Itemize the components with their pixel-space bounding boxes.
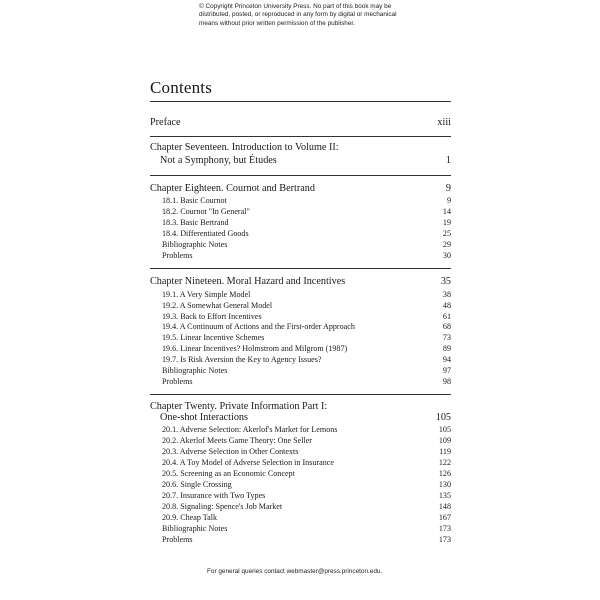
toc-page: 167 (438, 513, 451, 522)
copyright-notice (199, 3, 429, 28)
toc-section (150, 218, 451, 228)
toc-label: Chapter Eighteen. Cournot and Bertrand (150, 183, 315, 194)
toc-section (150, 229, 451, 239)
toc-section (150, 333, 451, 343)
page-title: Contents (150, 78, 213, 97)
toc-section (150, 502, 451, 512)
toc-section (150, 290, 451, 300)
toc-chapter-20-cont (150, 412, 451, 424)
toc-label: 20.3. Adverse Selection in Other Contexts (162, 447, 299, 456)
toc-label: Chapter Seventeen. Introduction to Volume II: (150, 142, 339, 153)
toc-chapter-17-cont (150, 155, 451, 167)
toc-section (150, 251, 451, 261)
toc-section (150, 535, 451, 545)
toc-label: Problems (162, 377, 193, 386)
toc-page: 73 (442, 333, 451, 342)
toc-label: Not a Symphony, but Études (160, 155, 277, 166)
copyright-line: © Copyright Princeton University Press. No part of this book may be (199, 3, 392, 10)
toc-page: 97 (442, 366, 451, 375)
toc-label: 20.6. Single Crossing (162, 480, 232, 489)
toc-section (150, 322, 451, 332)
toc-page: 98 (442, 377, 451, 386)
toc-label: 20.8. Signaling: Spence's Job Market (162, 502, 283, 511)
toc-page: 35 (440, 276, 451, 287)
toc-section (150, 344, 451, 354)
toc-page: 130 (438, 480, 451, 489)
toc-page: 135 (438, 491, 451, 500)
toc-page: 61 (442, 312, 451, 321)
toc-label: One-shot Interactions (160, 412, 248, 423)
toc-label: 19.5. Linear Incentive Schemes (162, 333, 265, 342)
toc-page: 89 (442, 344, 451, 353)
toc-page: 173 (438, 535, 451, 544)
toc-page: 119 (439, 447, 451, 456)
toc-label: 19.4. A Continuum of Actions and the First-order Approach (162, 322, 355, 331)
toc-page: 109 (438, 436, 451, 445)
toc-chapter-17 (150, 142, 451, 154)
toc-section (150, 196, 451, 206)
toc-page: 173 (438, 524, 451, 533)
toc-section (150, 491, 451, 501)
toc-section (150, 458, 451, 468)
toc-label: 20.1. Adverse Selection: Akerlof's Market for Lemons (162, 425, 338, 434)
toc-label: 19.3. Back to Effort Incentives (162, 312, 262, 321)
toc-page: 94 (442, 355, 451, 364)
toc-page: 9 (446, 196, 451, 205)
toc-page: 1 (445, 155, 451, 166)
toc-section (150, 355, 451, 365)
toc-section (150, 447, 451, 457)
toc-chapter-18 (150, 183, 451, 195)
toc-label: Bibliographic Notes (162, 524, 228, 533)
toc-page: 122 (438, 458, 451, 467)
toc-section (150, 436, 451, 446)
toc-section (150, 366, 451, 376)
toc-page: 38 (442, 290, 451, 299)
toc-page: 25 (442, 229, 451, 238)
toc-section (150, 301, 451, 311)
toc-label: 19.1. A Very Simple Model (162, 290, 251, 299)
toc-label: Problems (162, 251, 193, 260)
toc-section (150, 524, 451, 534)
toc-label: Chapter Twenty. Private Information Part I: (150, 401, 328, 412)
toc-section (150, 469, 451, 479)
toc-page: 126 (438, 469, 451, 478)
toc-label: 18.1. Basic Cournot (162, 196, 227, 205)
section-rule (150, 136, 451, 137)
toc-section (150, 240, 451, 250)
toc-page: 68 (442, 322, 451, 331)
copyright-line: distributed, posted, or reproduced in any form by digital or mechanical (199, 11, 397, 19)
toc-label: Problems (162, 535, 193, 544)
toc-chapter-19 (150, 276, 451, 288)
toc-section (150, 312, 451, 322)
toc-label: 20.4. A Toy Model of Adverse Selection in Insurance (162, 458, 334, 467)
toc-label: 20.5. Screening as an Economic Concept (162, 469, 295, 478)
toc-page: 30 (442, 251, 451, 260)
toc-label: 18.2. Cournot "In General" (162, 207, 250, 216)
toc-label: 20.2. Akerlof Meets Game Theory: One Seller (162, 436, 312, 445)
toc-label: Preface (150, 117, 181, 128)
section-rule (150, 394, 451, 395)
toc-label: 19.6. Linear Incentives? Holmstrom and Milgrom (1987) (162, 344, 348, 353)
toc-label: 19.7. Is Risk Aversion the Key to Agency Issues? (162, 355, 322, 364)
toc-entry-preface (150, 117, 451, 129)
toc-section (150, 377, 451, 387)
toc-label: 20.9. Cheap Talk (162, 513, 218, 522)
toc-page: 29 (442, 240, 451, 249)
toc-section (150, 480, 451, 490)
toc-page: 105 (435, 412, 451, 423)
toc-label: Bibliographic Notes (162, 240, 228, 249)
toc-label: 18.3. Basic Bertrand (162, 218, 229, 227)
toc-label: 19.2. A Somewhat General Model (162, 301, 273, 310)
toc-section (150, 425, 451, 435)
toc-page: 148 (438, 502, 451, 511)
toc-page: 19 (442, 218, 451, 227)
toc-page: 14 (442, 207, 451, 216)
toc-page: 48 (442, 301, 451, 310)
toc-label: 18.4. Differentiated Goods (162, 229, 249, 238)
toc-page: 105 (438, 425, 451, 434)
section-rule (150, 175, 451, 176)
toc-label: Bibliographic Notes (162, 366, 228, 375)
toc-page: xiii (437, 117, 451, 128)
toc-section (150, 207, 451, 217)
toc-label: Chapter Nineteen. Moral Hazard and Incentives (150, 276, 346, 287)
title-rule (150, 101, 451, 102)
copyright-line: means without prior written permission of the publisher. (199, 19, 355, 27)
section-rule (150, 268, 451, 269)
toc-section (150, 513, 451, 523)
toc-label: 20.7. Insurance with Two Types (162, 491, 266, 500)
toc-page: 9 (445, 183, 451, 194)
footer-contact: For general queries contact webmaster@press.princeton.edu. (207, 568, 383, 575)
